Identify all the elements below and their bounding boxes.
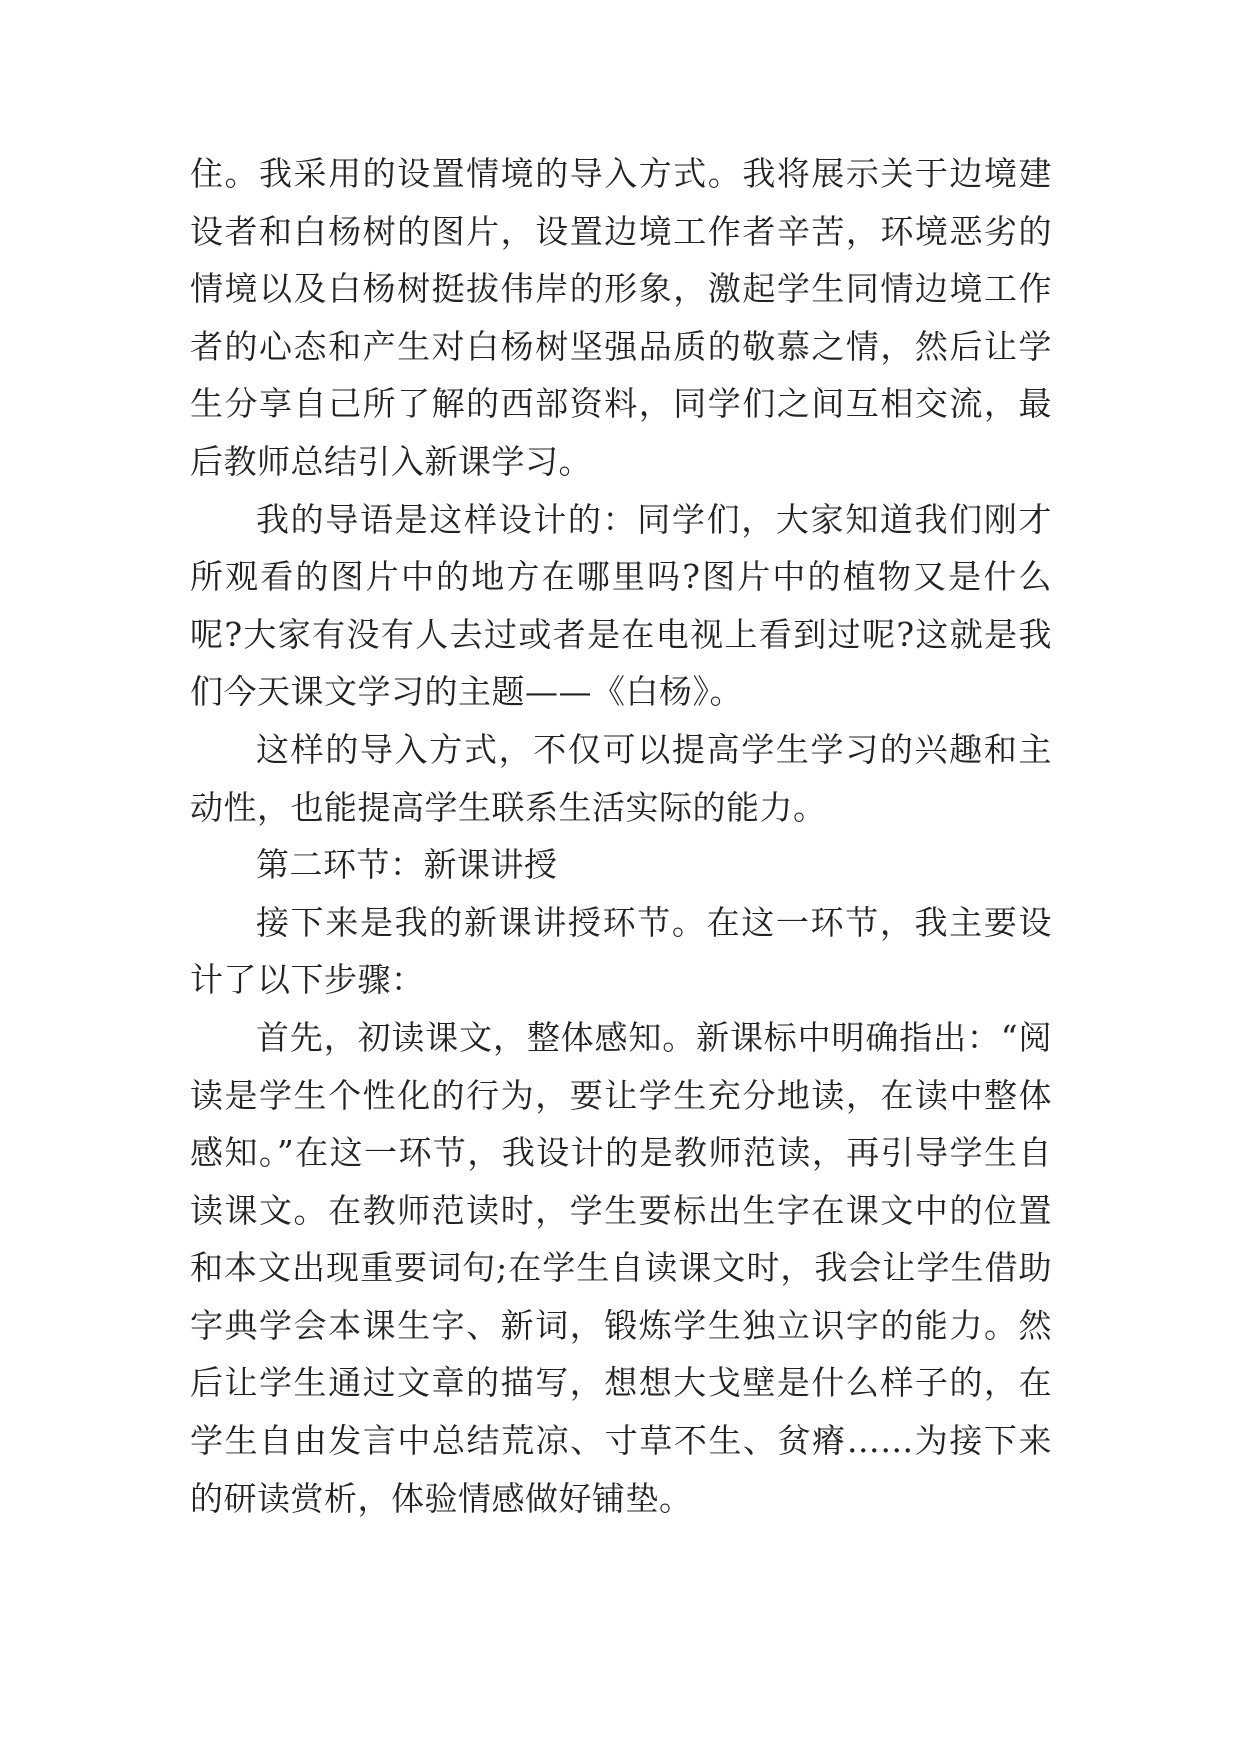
paragraph-1: 住。我采用的设置情境的导入方式。我将展示关于边境建设者和白杨树的图片，设置边境工作者辛苦，环境恶劣的情境以及白杨树挺拔伟岸的形象，激起学生同情边境工作者的心态和产生对白杨树坚强品质的敬慕之情，然后让学生分享自己所了解的西部资料，同学们之间互相交流，最后教师总结引入新课学习。 [190, 154, 1052, 481]
paragraph-3: 这样的导入方式，不仅可以提高学生学习的兴趣和主动性，也能提高学生联系生活实际的能力。 [190, 729, 1052, 827]
section-heading: 第二环节：新课讲授 [256, 845, 558, 885]
paragraph-2: 我的导语是这样设计的：同学们，大家知道我们刚才所观看的图片中的地方在哪里吗?图片中的植物又是什么呢?大家有没有人去过或者是在电视上看到过呢?这就是我们今天课文学习的主题——《白杨》。 [190, 499, 1052, 712]
paragraph-5: 首先，初读课文，整体感知。新课标中明确指出：“阅读是学生个性化的行为，要让学生充分地读，在读中整体感知。”在这一环节，我设计的是教师范读，再引导学生自读课文。在教师范读时，学生要标出生字在课文中的位置和本文出现重要词句;在学生自读课文时，我会让学生借助字典学会本课生字、新词，锻炼学生独立识字的能力。然后让学生通过文章的描写，想想大戈壁是什么样子的，在学生自由发言中总结荒凉、寸草不生、贫瘠……为接下来的研读赏析，体验情感做好铺垫。 [190, 1017, 1052, 1518]
paragraph-4: 接下来是我的新课讲授环节。在这一环节，我主要设计了以下步骤： [190, 902, 1052, 1000]
document-body [190, 145, 1052, 1527]
